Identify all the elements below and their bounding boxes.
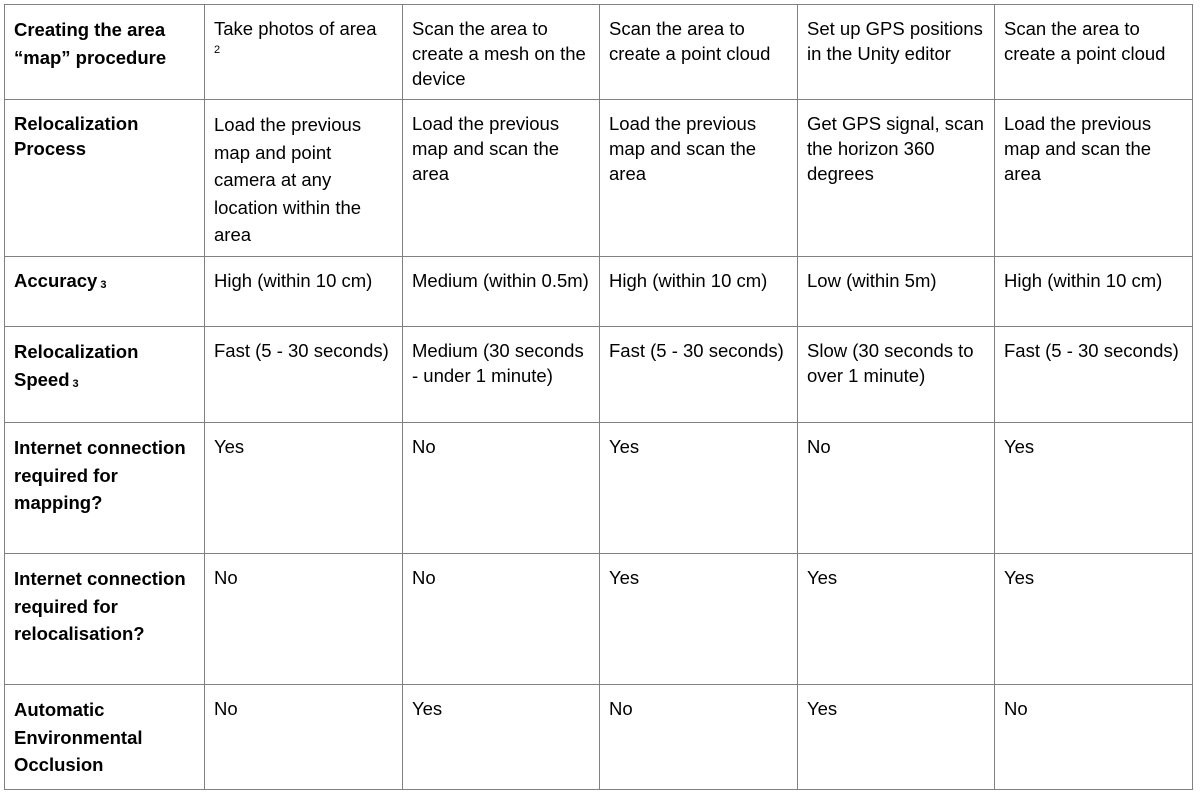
table-cell: Yes: [995, 554, 1193, 685]
row-header: Automatic Environmental Occlusion: [5, 685, 205, 790]
table-cell: Scan the area to create a point cloud: [600, 5, 798, 100]
table-cell: Fast (5 - 30 seconds): [600, 327, 798, 423]
table-cell: Yes: [403, 685, 600, 790]
table-cell: High (within 10 cm): [205, 257, 403, 327]
table-cell: No: [798, 423, 995, 554]
table-cell: Medium (30 seconds - under 1 minute): [403, 327, 600, 423]
table-cell: Yes: [600, 423, 798, 554]
table-cell: Slow (30 seconds to over 1 minute): [798, 327, 995, 423]
table-cell: No: [205, 685, 403, 790]
table-cell: Yes: [995, 423, 1193, 554]
row-header: Relocalization Speed $^3$: [5, 327, 205, 423]
table-cell: Scan the area to create a mesh on the device: [403, 5, 600, 100]
table-cell: No: [995, 685, 1193, 790]
table-row-relocalization-process: [5, 100, 1193, 257]
table-row-internet-mapping: [5, 423, 1193, 554]
table-row-occlusion: [5, 685, 1193, 790]
table-cell: Load the previous map and scan the area: [600, 100, 798, 257]
table-cell: High (within 10 cm): [995, 257, 1193, 327]
footnote-marker: 2: [214, 44, 221, 56]
table-cell: Get GPS signal, scan the horizon 360 degrees: [798, 100, 995, 257]
table-cell: No: [600, 685, 798, 790]
table-cell: Fast (5 - 30 seconds): [995, 327, 1193, 423]
table-cell: Fast (5 - 30 seconds): [205, 327, 403, 423]
table-cell: No: [403, 423, 600, 554]
table-cell: Yes: [798, 685, 995, 790]
comparison-table: [4, 4, 1193, 790]
table-cell: Yes: [205, 423, 403, 554]
table-cell: No: [403, 554, 600, 685]
table-row-accuracy: [5, 257, 1193, 327]
table-cell: Scan the area to create a point cloud: [995, 5, 1193, 100]
table-cell: Set up GPS positions in the Unity editor: [798, 5, 995, 100]
table-row-internet-relocalisation: [5, 554, 1193, 685]
row-header: Relocalization Process: [5, 100, 205, 257]
footnote-marker: 3: [100, 279, 107, 291]
table-row-relocalization-speed: [5, 327, 1193, 423]
table-cell: Yes: [600, 554, 798, 685]
row-header: Creating the area “map” procedure: [5, 5, 205, 100]
row-header: Internet connection required for relocalisation?: [5, 554, 205, 685]
footnote-marker: 3: [72, 377, 79, 390]
table-cell: Yes: [798, 554, 995, 685]
table-cell: Load the previous map and scan the area: [995, 100, 1193, 257]
table-cell: Low (within 5m): [798, 257, 995, 327]
table-cell: Load the previous map and point camera at any location within the area: [205, 100, 403, 257]
row-header: Internet connection required for mapping?: [5, 423, 205, 554]
table-cell: Load the previous map and scan the area: [403, 100, 600, 257]
row-header: Accuracy $^3$: [5, 257, 205, 327]
table-cell: Take photos of area 2: [205, 5, 403, 100]
table-cell: Medium (within 0.5m): [403, 257, 600, 327]
table-cell: No: [205, 554, 403, 685]
table-cell: High (within 10 cm): [600, 257, 798, 327]
table-row-map-procedure: [5, 5, 1193, 100]
